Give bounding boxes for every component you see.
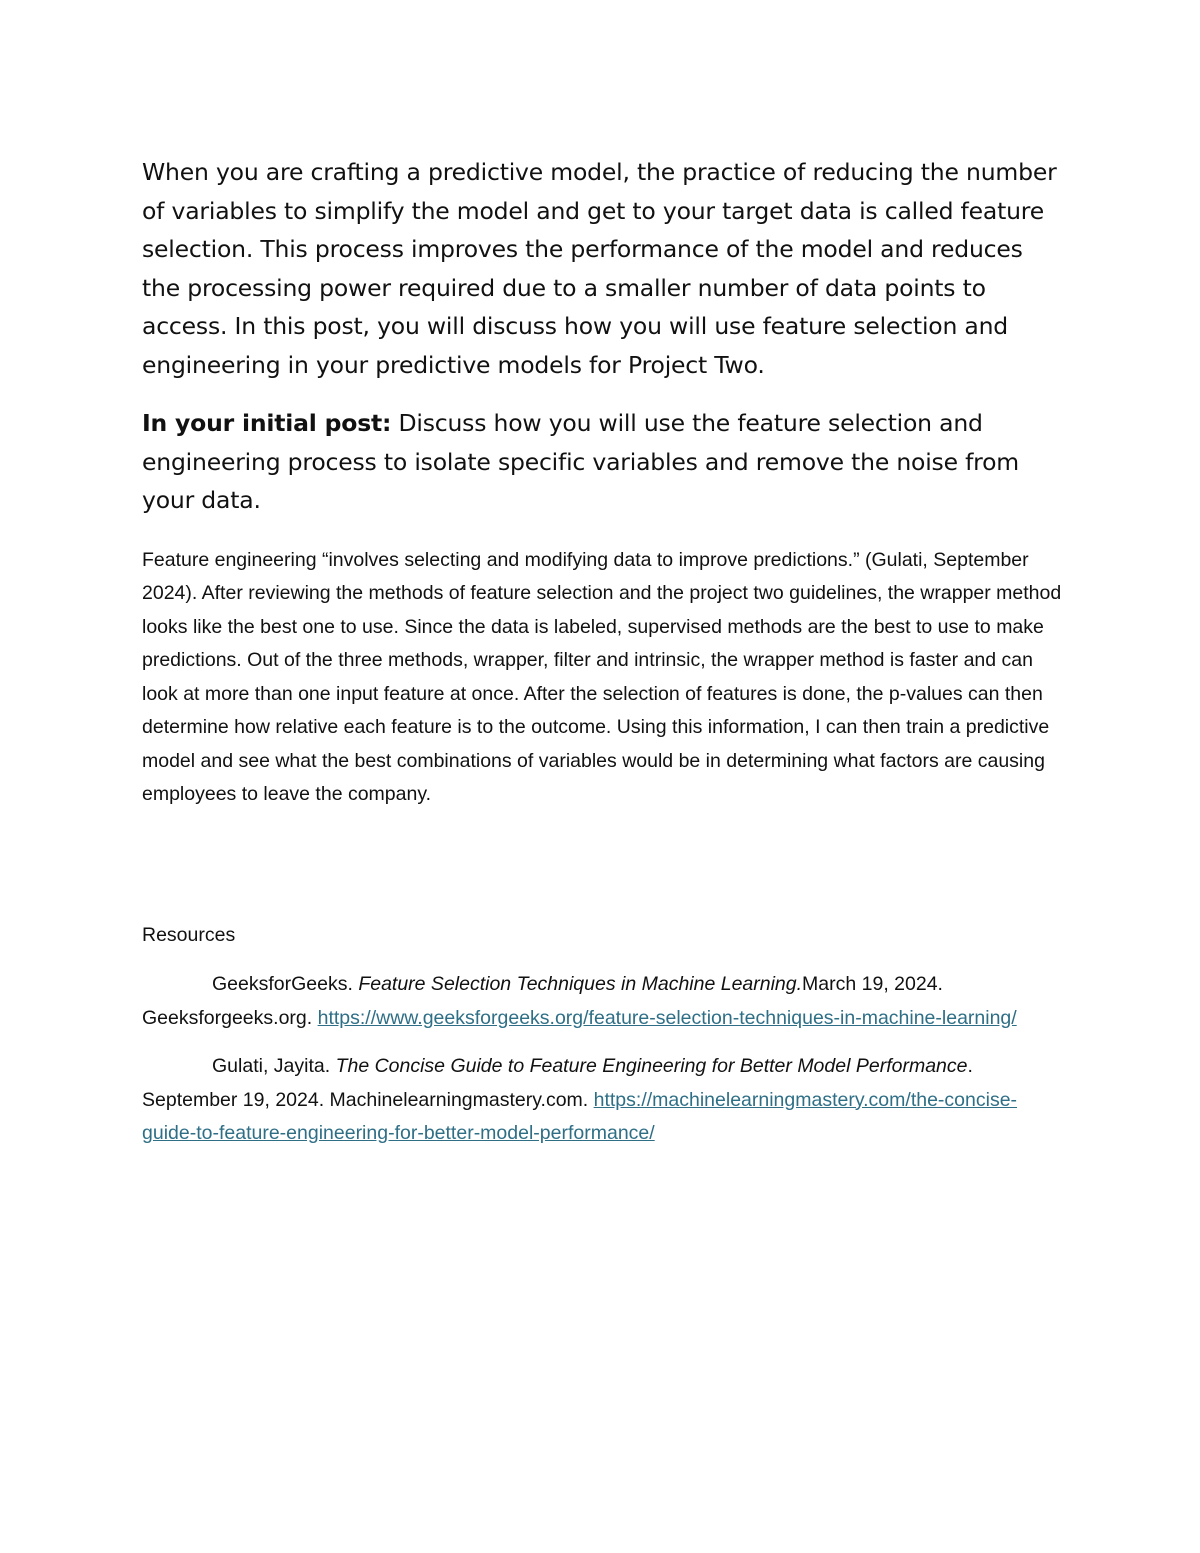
reference-list [142,968,1062,1151]
reference-author: Gulati, Jayita. [212,1055,336,1077]
response-paragraph: Feature engineering “involves selecting and modifying data to improve predictions.” (Gulati, September 2024). After reviewing the methods of feature selection and the project two guidelines, the wrapper method looks like the best one to use. Since the data is labeled, supervised methods are the best to use to make predictions. Out of the three methods, wrapper, filter and intrinsic, the wrapper method is faster and can look at more than one input feature at once. After the selection of features is done, the p-values can then determine how relative each feature is to the outcome. Using this information, I can then train a predictive model and see what the best combinations of variables would be in determining what factors are causing employees to leave the company. [142,548,1062,805]
reference-link[interactable]: https://machinelearningmastery.com/the-concise-guide-to-feature-engineering-for-better-model-performance/ [142,1088,1018,1144]
initial-post-instructions [142,404,1062,520]
document-content [142,153,1062,1144]
reference-details: . September 19, 2024. Machinelearningmastery.com. [142,1055,973,1111]
resources-heading: Resources [142,924,236,946]
reference-item [142,1050,1062,1151]
reference-title: The Concise Guide to Feature Engineering for Better Model Performance [335,1055,968,1077]
reference-details: March 19, 2024. Geeksforgeeks.org. [142,973,943,1029]
reference-item [142,968,1062,1035]
reference-link[interactable]: https://www.geeksforgeeks.org/feature-selection-techniques-in-machine-learning/ [317,1006,1017,1029]
initial-post-text: Discuss how you will use the feature selection and engineering process to isolate specific variables and remove the noise from your data. [142,409,1020,514]
reference-title: Feature Selection Techniques in Machine Learning. [358,973,803,995]
prompt-paragraph: When you are crafting a predictive model, the practice of reducing the number of variables to simplify the model and get to your target data is called feature selection. This process improves the performance of the model and reduces the processing power required due to a smaller number of data points to access. In this post, you will discuss how you will use feature selection and engineering in your predictive models for Project Two. [142,158,1057,379]
reference-author: GeeksforGeeks. [212,973,359,995]
initial-post-label: In your initial post: [142,409,392,437]
